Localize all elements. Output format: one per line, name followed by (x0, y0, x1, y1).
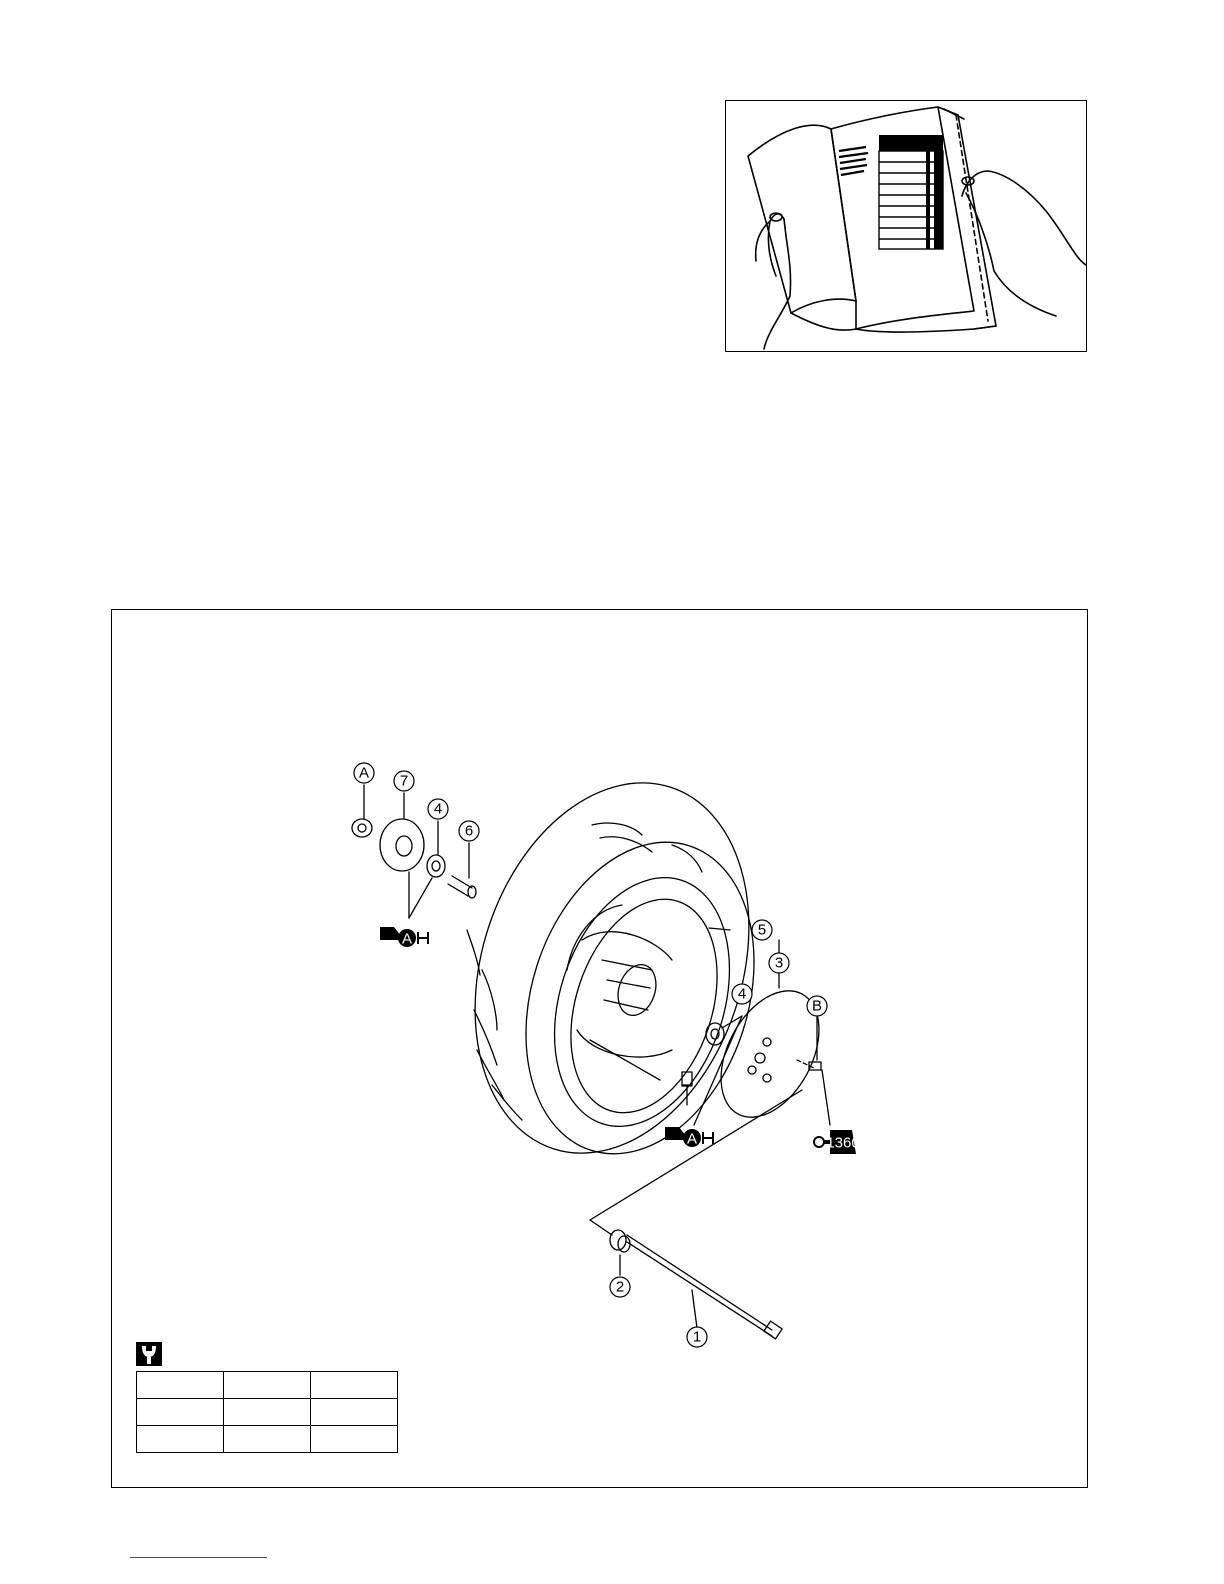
svg-text:2: 2 (615, 1278, 625, 1296)
rim-outline (524, 855, 759, 1149)
torque-row (137, 1372, 398, 1399)
svg-text:5: 5 (757, 921, 767, 939)
torque-cell (311, 1426, 398, 1453)
svg-text:6: 6 (464, 822, 474, 840)
torque-cell (311, 1399, 398, 1426)
svg-text:A: A (358, 764, 370, 782)
svg-text:7: 7 (399, 772, 409, 790)
open-manual-drawing (726, 101, 1086, 351)
exploded-diagram-panel (111, 609, 1088, 1488)
torque-cell (137, 1399, 224, 1426)
svg-text:4: 4 (433, 800, 443, 818)
svg-text:A: A (401, 930, 413, 948)
svg-text:3: 3 (774, 954, 784, 972)
torque-cell (224, 1372, 311, 1399)
wrench-icon (136, 1342, 162, 1366)
torque-row (137, 1426, 398, 1453)
locking-agent-symbol (814, 1130, 860, 1154)
svg-text:4: 4 (737, 985, 747, 1003)
grease-symbol-1 (380, 927, 428, 948)
svg-text:B: B (811, 997, 823, 1015)
manual-illustration (725, 100, 1087, 352)
torque-cell (137, 1426, 224, 1453)
svg-text:1360: 1360 (826, 1134, 860, 1152)
tire-outline (430, 747, 795, 1189)
svg-text:A: A (686, 1130, 698, 1148)
torque-spec-block (136, 1342, 398, 1453)
footer-rule (130, 1557, 267, 1558)
torque-row (137, 1399, 398, 1426)
grease-symbol-2 (665, 1127, 713, 1148)
torque-table (136, 1371, 398, 1453)
torque-cell (224, 1426, 311, 1453)
torque-cell (311, 1372, 398, 1399)
svg-text:1: 1 (692, 1328, 702, 1346)
torque-cell (224, 1399, 311, 1426)
torque-cell (137, 1372, 224, 1399)
